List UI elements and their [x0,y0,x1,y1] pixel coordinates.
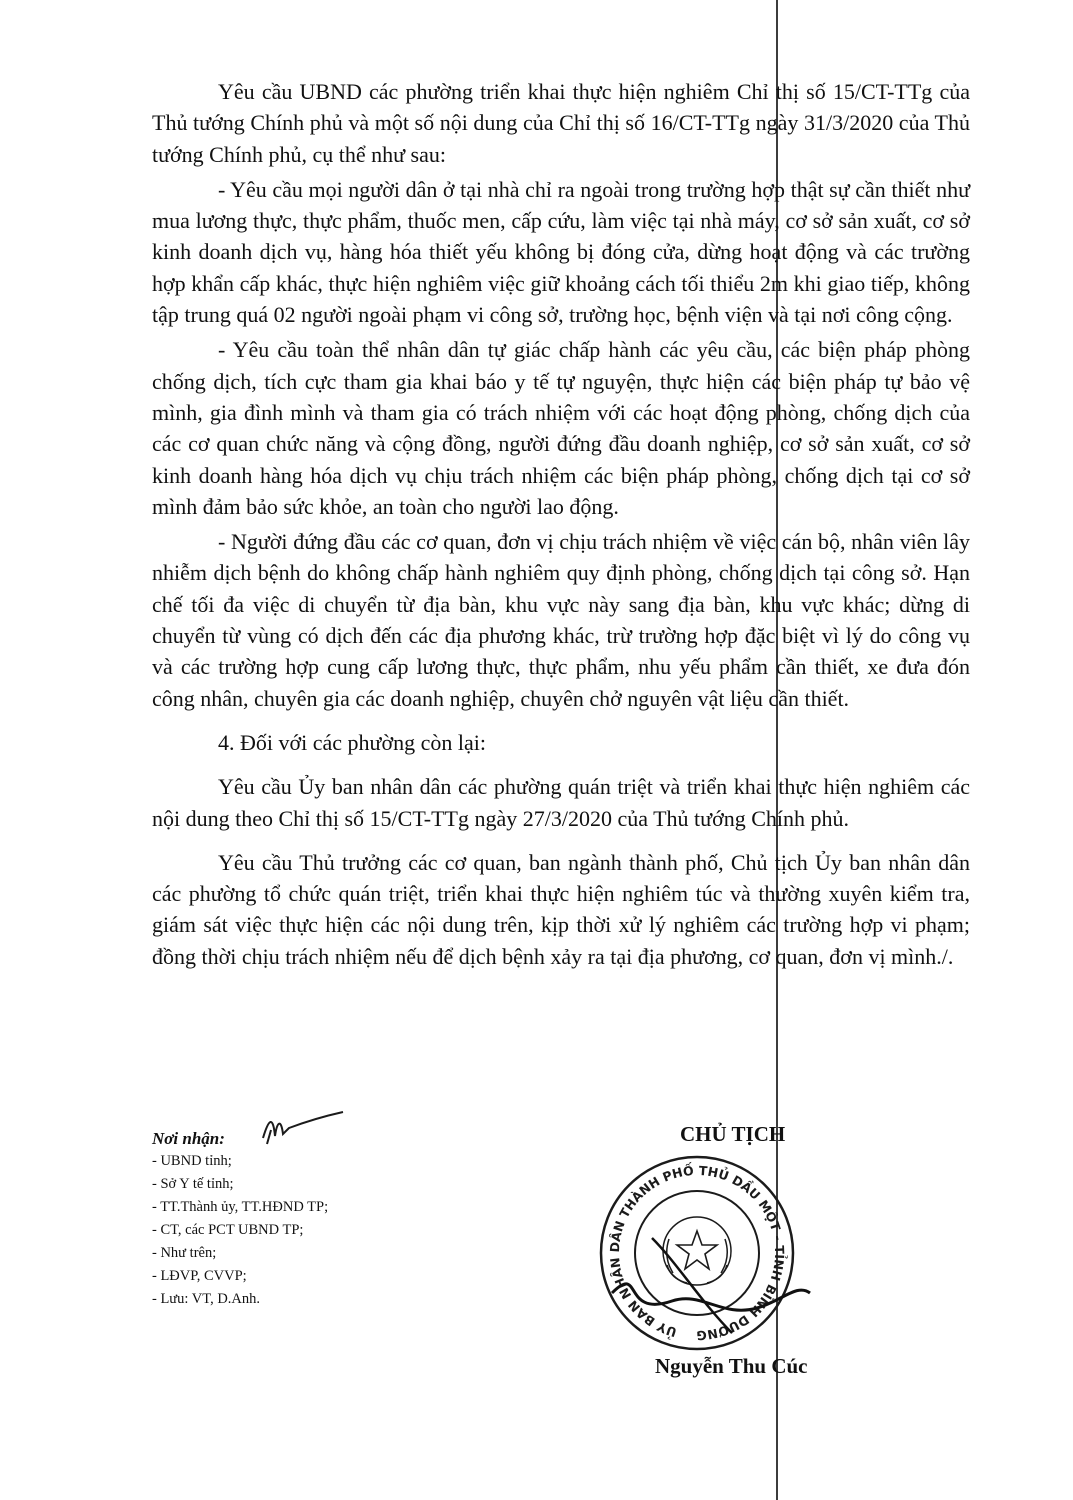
paragraph-closing: Yêu cầu Thủ trưởng các cơ quan, ban ngành thành phố, Chủ tịch Ủy ban nhân dân các phường tổ chức quán triệt, triển khai thực hiện nghiêm túc và thường xuyên kiểm tra, giám sát việc thực hiện các nội dung trên, kịp thời xử lý nghiêm các trường hợp vi phạm; đồng thời chịu trách nhiệm nếu để dịch bệnh xảy ra tại địa phương, cơ quan, đơn vị mình./. [152,849,970,969]
initials-scribble [255,1108,345,1148]
signer-name: Nguyễn Thu Cúc [655,1354,808,1378]
section-heading-4: 4. Đối với các phường còn lại: [218,729,486,755]
recipient-item: - UBND tỉnh; [152,1153,232,1169]
paragraph-bullet-stay-home: - Yêu cầu mọi người dân ở tại nhà chỉ ra ngoài trong trường hợp thật sự cần thiết như mua lương thực, thực phẩm, thuốc men, cấp cứu, làm việc tại nhà máy, cơ sở sản xuất, cơ sở kinh doanh dịch vụ, hàng hóa thiết yếu không bị đóng cửa, dừng hoạt động và các trường hợp khẩn cấp khác, thực hiện nghiêm việc giữ khoảng cách tối thiểu 2m khi giao tiếp, không tập trung quá 02 người ngoài phạm vi công sở, trường học, bệnh viện và tại nơi công cộng. [152,176,970,328]
paragraph-bullet-compliance: - Yêu cầu toàn thể nhân dân tự giác chấp hành các yêu cầu, các biện pháp phòng chống dịch, tích cực tham gia khai báo y tế tự nguyện, thực hiện các biện pháp tự bảo vệ mình, gia đình mình và tham gia có trách nhiệm với các hoạt động phòng, chống dịch của các cơ quan chức năng và cộng đồng, người đứng đầu doanh nghiệp, cơ sở sản xuất, cơ sở kinh doanh hàng hóa dịch vụ chịu trách nhiệm các biện pháp phòng, chống dịch tại cơ sở mình đảm bảo sức khỏe, an toàn cho người lao động. [152,337,970,519]
recipients-list [152,1150,328,1311]
paragraph-bullet-agency-heads: - Người đứng đầu các cơ quan, đơn vị chịu trách nhiệm về việc cán bộ, nhân viên lây nhiễm dịch bệnh do không chấp hành nghiêm quy định phòng, chống dịch tại công sở. Hạn chế tối đa việc di chuyển từ địa bàn, khu vực này sang địa bàn, khu vực khác; dừng di chuyển từ vùng có dịch đến các địa phương khác, trừ trường hợp đặc biệt vì lý do công vụ và các trường hợp cung cấp lương thực, thực phẩm, nhu yếu phẩm cần thiết, xe đưa đón công nhân, chuyên gia các doanh nghiệp, chuyên chở nguyên vật liệu cần thiết. [152,529,970,711]
recipient-item: - CT, các PCT UBND TP; [152,1222,304,1238]
recipients-heading: Nơi nhận: [152,1129,225,1148]
paragraph-intro: Yêu cầu UBND các phường triển khai thực hiện nghiêm Chỉ thị số 15/CT-TTg của Thủ tướng Chính phủ và một số nội dung của Chỉ thị số 16/CT-TTg ngày 31/3/2020 của Thủ tướng Chính phủ, cụ thể như sau: [152,79,970,167]
document-body [152,76,970,976]
official-seal [582,1143,812,1353]
recipients-block [152,1127,328,1311]
signature-title: CHỦ TỊCH [680,1122,786,1146]
seal-outer-ring [601,1157,793,1349]
recipient-item: - TT.Thành ủy, TT.HĐND TP; [152,1199,329,1215]
recipient-item: - LĐVP, CVVP; [152,1268,247,1284]
paragraph-remaining-wards: Yêu cầu Ủy ban nhân dân các phường quán triệt và triển khai thực hiện nghiêm các nội dung theo Chỉ thị số 15/CT-TTg ngày 27/3/2020 của Thủ tướng Chính phủ. [152,774,970,831]
recipient-item: - Lưu: VT, D.Anh. [152,1291,261,1307]
recipient-item: - Sở Y tế tỉnh; [152,1176,234,1192]
seal-emblem [663,1217,731,1285]
seal-inner-ring [635,1191,759,1315]
recipient-item: - Như trên; [152,1245,217,1261]
seal-ring-textpath: ỦY BAN NHÂN DÂN THÀNH PHỐ THỦ DẦU MỘT - TỈNH BÌNH DƯƠNG [606,1162,788,1344]
